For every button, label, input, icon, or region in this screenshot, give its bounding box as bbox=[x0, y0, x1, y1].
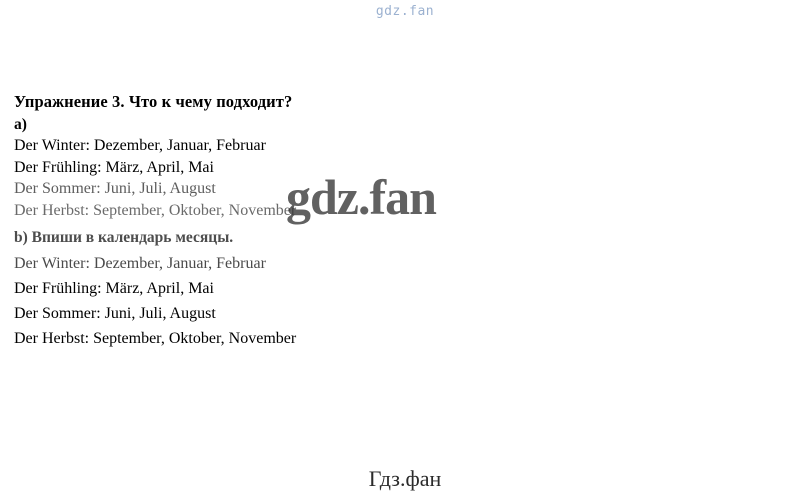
part-b-line-autumn: Der Herbst: September, Oktober, November bbox=[14, 330, 297, 347]
part-b-line-spring: Der Frühling: März, April, Mai bbox=[14, 280, 214, 297]
part-a-line-autumn: Der Herbst: September, Oktober, November bbox=[14, 201, 297, 219]
site-watermark-top: gdz.fan bbox=[375, 4, 435, 19]
part-a-line-winter: Der Winter: Dezember, Januar, Februar bbox=[14, 137, 266, 154]
part-a-line-spring: Der Frühling: März, April, Mai bbox=[14, 158, 214, 176]
exercise-title: Упражнение 3. Что к чему подходит? bbox=[14, 92, 293, 111]
part-a-label: a) bbox=[14, 116, 27, 133]
site-watermark-bottom: Гдз.фан bbox=[368, 466, 442, 491]
exercise-content bbox=[14, 92, 614, 351]
site-watermark-center: gdz.fan bbox=[286, 169, 436, 225]
part-b-label: b) Впиши в календарь месяцы. bbox=[14, 229, 234, 246]
part-b-line-winter: Der Winter: Dezember, Januar, Februar bbox=[14, 255, 266, 272]
part-a-block bbox=[14, 115, 614, 221]
part-b-block bbox=[14, 227, 614, 351]
part-a-line-summer: Der Sommer: Juni, Juli, August bbox=[14, 180, 216, 197]
part-b-line-summer: Der Sommer: Juni, Juli, August bbox=[14, 305, 216, 322]
